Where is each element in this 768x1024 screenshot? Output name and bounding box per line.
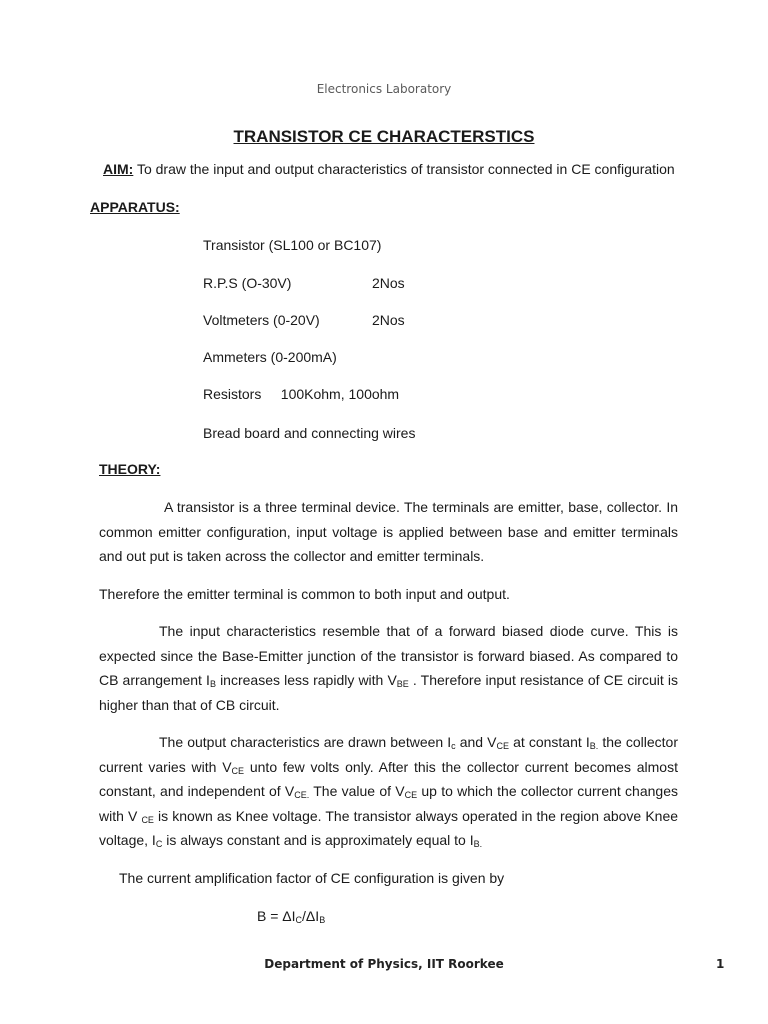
theory-paragraph-3 [99, 619, 678, 717]
paragraph-line: CB arrangement $I_B$ increases less rapidly with $V_{BE}$ . Therefore input resistance of CE circuit is [99, 672, 678, 689]
apparatus-qty: 2Nos [372, 312, 405, 328]
paragraph-line: common emitter configuration, input voltage is applied between base and emitter terminals [99, 523, 678, 540]
paragraph-line: voltage, $I_C$ is always constant and is approximately equal to $I_{B.}$ [99, 832, 483, 849]
apparatus-item: Transistor (SL100 or BC107) [203, 237, 382, 253]
apparatus-item: Voltmeters (0-20V) [203, 312, 320, 328]
paragraph-line: The current amplification factor of CE configuration is given by [119, 870, 505, 886]
theory-heading: THEORY: [99, 461, 161, 477]
apparatus-item: Resistors 100Kohm, 100ohm [203, 386, 400, 402]
paragraph-line: current varies with $V_{CE}$ unto few volts only. After this the collector current becomes almost [99, 758, 678, 776]
page-title: TRANSISTOR CE CHARACTERSTICS [233, 127, 535, 146]
aim-label: AIM: [103, 161, 134, 177]
paragraph-line: A transistor is a three terminal device. The terminals are emitter, base, collector. In [164, 499, 678, 515]
theory-paragraph-5 [119, 866, 679, 891]
paragraph-line: The output characteristics are drawn between $I_c$ and $V_{CE}$ at constant $I_{B.}$ the collector [159, 734, 678, 751]
page-header: Electronics Laboratory [316, 82, 452, 96]
amplification-formula: $B = \Delta I_C/\Delta I_B$ [257, 908, 326, 925]
paragraph-line: constant, and independent of $V_{CE.}$ The value of $V_{CE}$ up to which the collector current changes [99, 783, 678, 800]
apparatus-item: Ammeters (0-200mA) [203, 349, 337, 365]
paragraph-line: higher than that of CB circuit. [99, 696, 280, 713]
apparatus-heading: APPARATUS: [90, 199, 180, 215]
apparatus-item: Bread board and connecting wires [203, 425, 416, 441]
theory-paragraph-4 [99, 730, 678, 853]
page-footer: Department of Physics, IIT Roorkee [264, 957, 504, 971]
paragraph-line: and out put is taken across the collector and emitter terminals. [99, 548, 485, 564]
apparatus-item: R.P.S (O-30V) [203, 275, 292, 291]
paragraph-line: expected since the Base-Emitter junction of the transistor is forward biased. As compared to [99, 647, 678, 664]
page-number: 1 [716, 957, 725, 971]
paragraph-line: with V $_{CE}$ is known as Knee voltage. The transistor always operated in the region above Knee [99, 807, 679, 825]
theory-paragraph-1 [99, 495, 678, 569]
apparatus-qty: 2Nos [372, 275, 405, 291]
aim-section [103, 161, 675, 177]
theory-paragraph-2 [99, 582, 678, 607]
paragraph-line: The input characteristics resemble that of a forward biased diode curve. This is [159, 623, 678, 639]
paragraph-line: Therefore the emitter terminal is common to both input and output. [99, 586, 510, 602]
aim-text: To draw the input and output characteristics of transistor connected in CE configuration [136, 161, 675, 177]
